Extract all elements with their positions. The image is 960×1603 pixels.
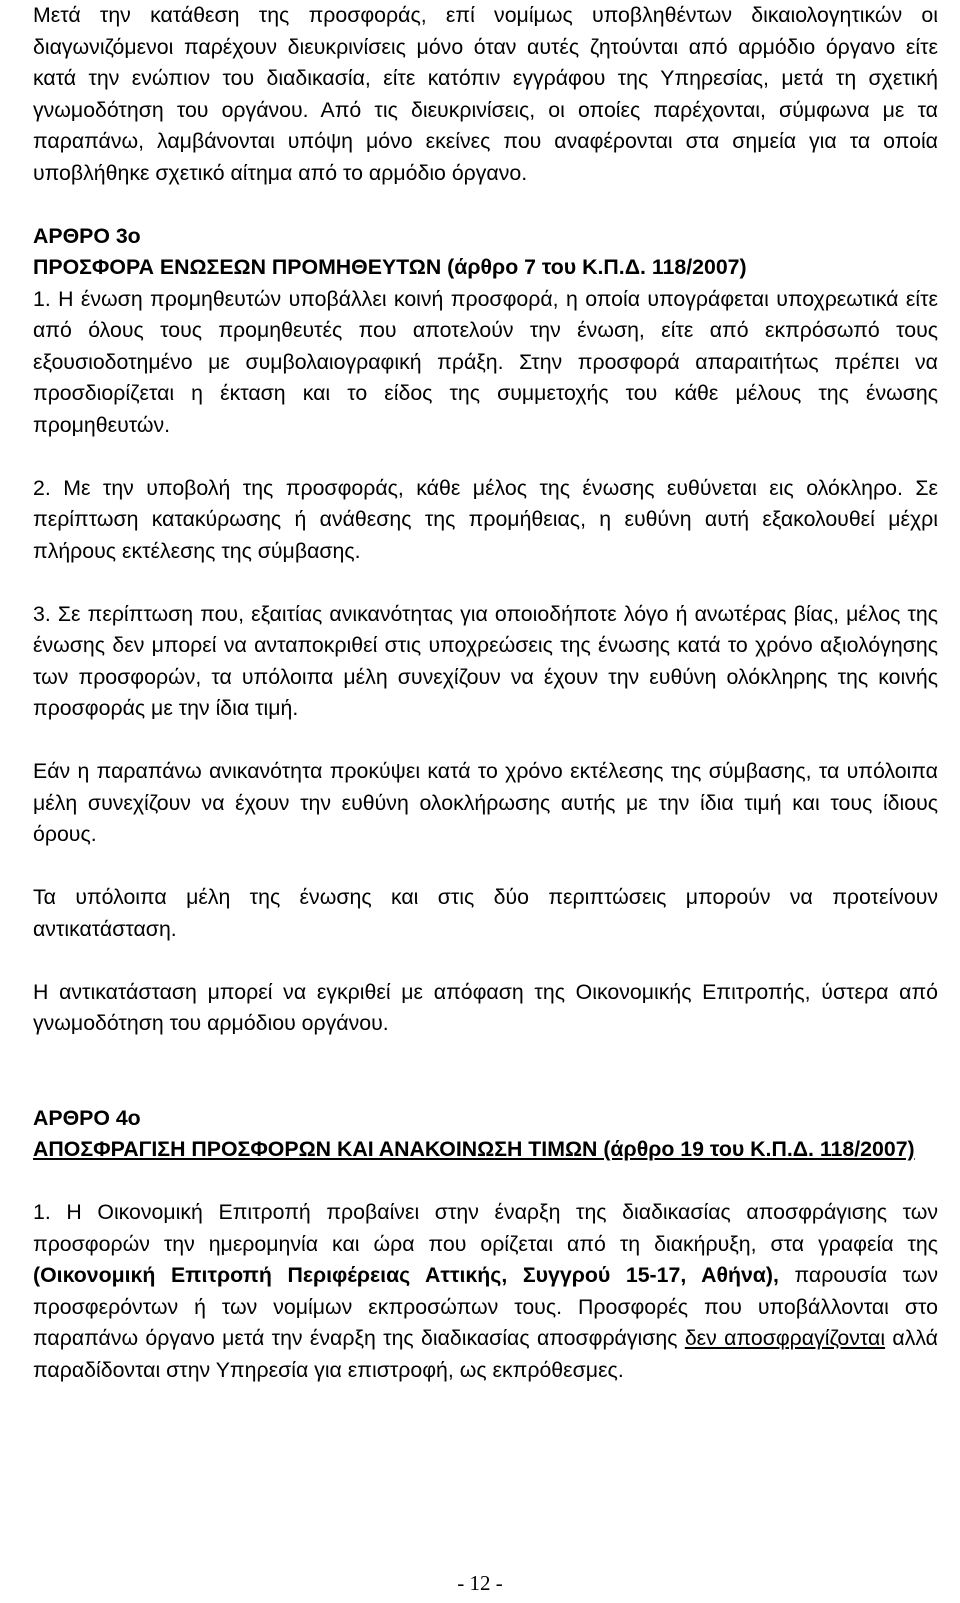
article-3-paragraph-4: Εάν η παραπάνω ανικανότητα προκύψει κατά το χρόνο εκτέλεσης της σύμβασης, τα υπόλοιπα μέλη συνεχίζουν να έχουν την ευθύνη ολοκλήρωσης αυτής με την ίδια τιμή και τους ίδιους όρους.	[33, 759, 938, 846]
article-3-paragraph-3: 3. Σε περίπτωση που, εξαιτίας ανικανότητας για οποιοδήποτε λόγο ή ανωτέρας βίας, μέλος της ένωσης δεν μπορεί να ανταποκριθεί στις υποχρεώσεις της ένωσης κατά το χρόνο αξιολόγησης των προσφορών, τα υπόλοιπα μέλη συνεχίζουν να έχουν την ευθύνη ολόκληρης της κοινής προσφοράς με την ίδια τιμή.	[33, 601, 938, 720]
article-3-subheading: ΠΡΟΣΦΟΡΑ ΕΝΩΣΕΩΝ ΠΡΟΜΗΘΕΥΤΩΝ (άρθρο 7 του Κ.Π.Δ. 118/2007)	[33, 255, 747, 279]
article-3-heading: ΑΡΘΡΟ 3ο	[33, 223, 141, 248]
article-3-paragraph-1: 1. Η ένωση προμηθευτών υποβάλλει κοινή προσφορά, η οποία υπογράφεται υποχρεωτικά είτε από όλους τους προμηθευτές που αποτελούν την ένωση, είτε από εκπρόσωπό τους εξουσιοδοτημένο με συμβολαιογραφική πράξη. Στην προσφορά απαραιτήτως πρέπει να προσδιορίζεται η έκταση και το είδος της συμμετοχής του κάθε μέλους της ένωσης προμηθευτών.	[33, 286, 938, 437]
article-4-p1-underlined: δεν αποσφραγίζονται	[684, 1326, 886, 1350]
article-4-p1-bold-address: (Οικονομική Επιτροπή Περιφέρειας Αττικής, Συγγρού 15-17, Αθήνα),	[33, 1263, 779, 1287]
intro-paragraph: Μετά την κατάθεση της προσφοράς, επί νομίμως υποβληθέντων δικαιολογητικών οι διαγωνιζόμενοι παρέχουν διευκρινίσεις μόνο όταν αυτές ζητούνται από αρμόδιο όργανο είτε κατά την ενώπιον του διαδικασία, είτε κατόπιν εγγράφου της Υπηρεσίας, μετά τη σχετική γνωμοδότηση του οργάνου. Από τις διευκρινίσεις, οι οποίες παρέχονται, σύμφωνα με τα παραπάνω, λαμβάνονται υπόψη μόνο εκείνες που αναφέρονται στα σημεία για τα οποία υποβλήθηκε σχετικό αίτημα από το αρμόδιο όργανο.	[33, 3, 938, 185]
document-page	[33, 0, 938, 1386]
article-3-paragraph-2: 2. Με την υποβολή της προσφοράς, κάθε μέλος της ένωσης ευθύνεται εις ολόκληρο. Σε περίπτωση κατακύρωσης ή ανάθεσης της προμήθειας, η ευθύνη αυτή εξακολουθεί μέχρι πλήρους εκτέλεσης της σύμβασης.	[33, 475, 938, 563]
article-4-p1-text-b: παρουσία των προσφερόντων ή των νομίμων εκπροσώπων τους. Προσφορές που υποβάλλονται στο παραπάνω όργανο μετά την έναρξη της διαδικασίας αποσφράγισης	[33, 1263, 938, 1350]
article-3-paragraph-6: Η αντικατάσταση μπορεί να εγκριθεί με απόφαση της Οικονομικής Επιτροπής, ύστερα από γνωμοδότηση του αρμόδιου οργάνου.	[33, 979, 938, 1035]
article-4-p1-text-c: αλλά παραδίδονται στην Υπηρεσία για επιστροφή, ως εκπρόθεσμες.	[33, 1326, 938, 1382]
article-4-subheading: ΑΠΟΣΦΡΑΓΙΣΗ ΠΡΟΣΦΟΡΩΝ ΚΑΙ ΑΝΑΚΟΙΝΩΣΗ ΤΙΜΩΝ (άρθρο 19 του Κ.Π.Δ. 118/2007)	[33, 1137, 915, 1161]
page-number: - 12 -	[457, 1571, 503, 1595]
article-4-paragraph-1	[33, 1197, 938, 1386]
article-4-p1-text-a: 1. Η Οικονομική Επιτροπή προβαίνει στην έναρξη της διαδικασίας αποσφράγισης των προσφορών την ημερομηνία και ώρα που ορίζεται από τη διακήρυξη, στα γραφεία της	[33, 1200, 938, 1256]
article-4-heading: ΑΡΘΡΟ 4ο	[33, 1105, 141, 1130]
article-3-paragraph-5: Τα υπόλοιπα μέλη της ένωσης και στις δύο περιπτώσεις μπορούν να προτείνουν αντικατάσταση.	[33, 885, 938, 941]
